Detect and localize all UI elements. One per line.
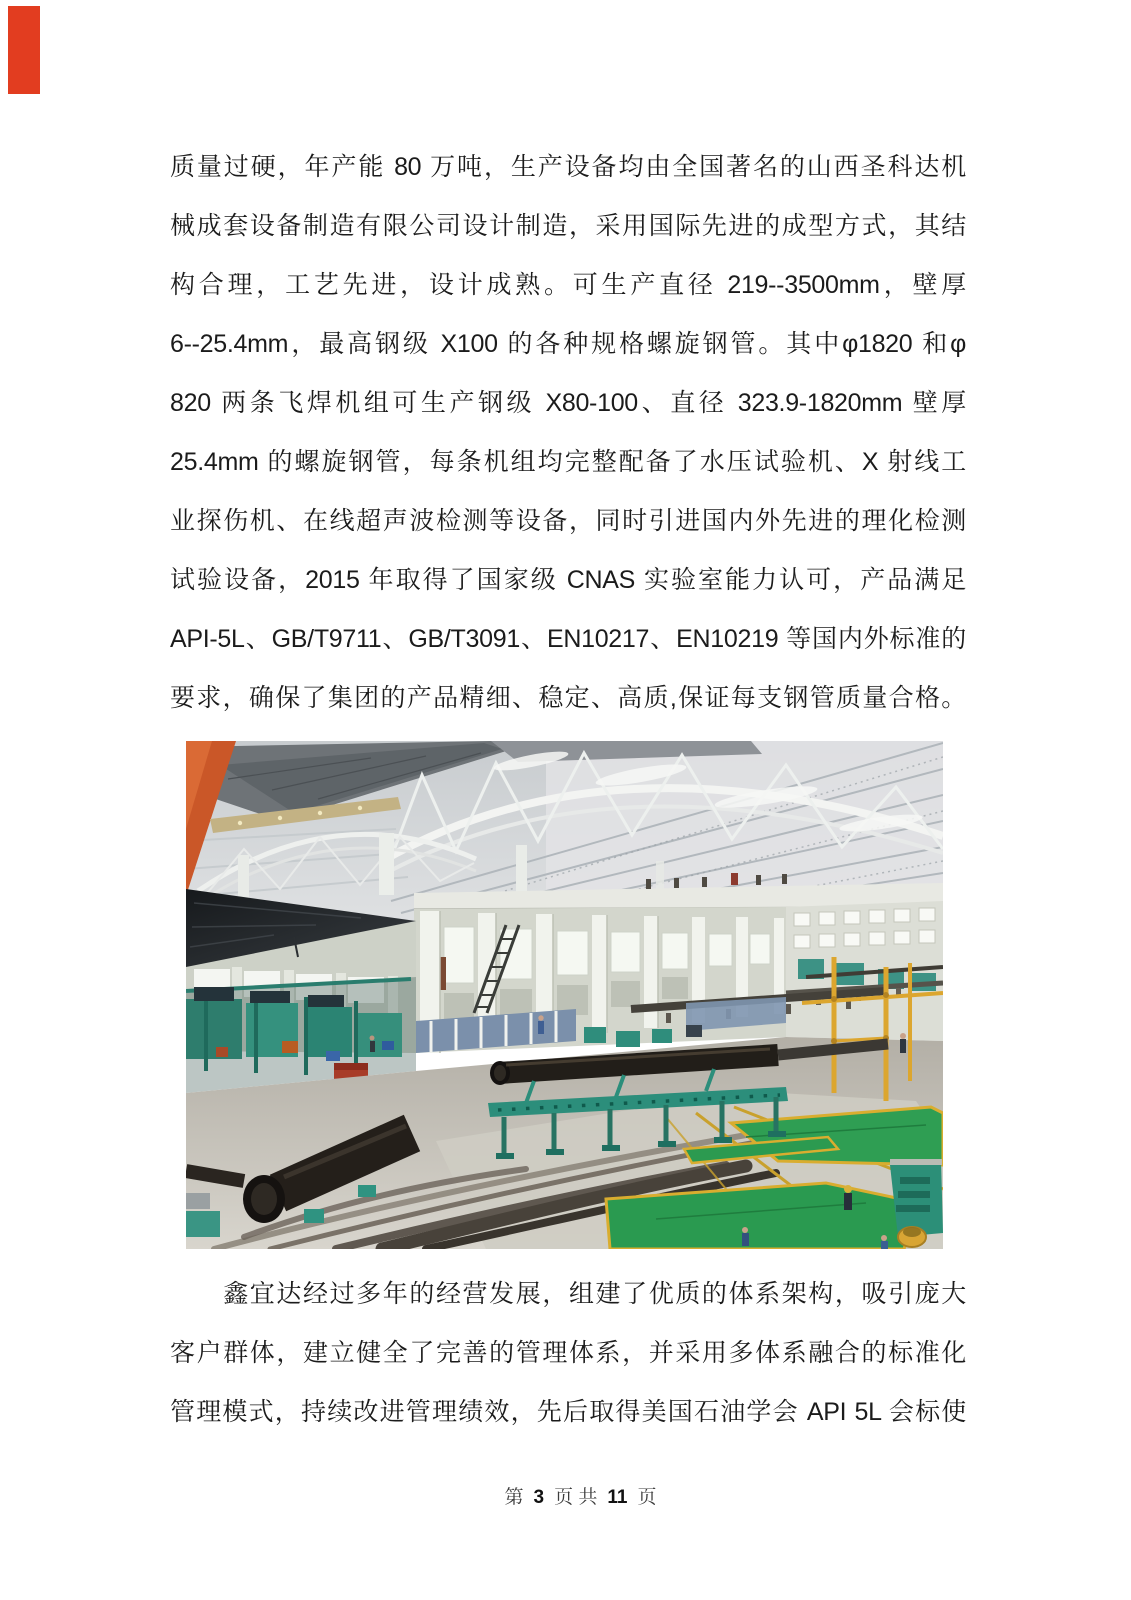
yellow-drum	[898, 1227, 926, 1247]
paragraph-production-capacity	[170, 138, 966, 728]
text-line: 6--25.4mm，最高钢级 X100 的各种规格螺旋钢管。其中φ1820 和φ	[170, 330, 966, 358]
text-line: 构合理，工艺先进，设计成熟。可生产直径 219--3500mm，壁厚	[170, 271, 966, 299]
red-corner-marker	[8, 6, 40, 94]
text-line: 鑫宜达经过多年的经营发展，组建了优质的体系架构，吸引庞大	[170, 1280, 966, 1308]
text-line: 客户群体，建立健全了完善的管理体系，并采用多体系融合的标准化	[170, 1339, 966, 1367]
footer-prefix: 第	[504, 1487, 524, 1508]
text-line: 25.4mm 的螺旋钢管，每条机组均完整配备了水压试验机、X 射线工	[170, 448, 966, 476]
page-footer	[0, 1482, 1131, 1509]
text-line: 质量过硬，年产能 80 万吨，生产设备均由全国著名的山西圣科达机	[170, 153, 966, 181]
text-line: 820 两条飞焊机组可生产钢级 X80-100、直径 323.9-1820mm 壁厚	[170, 389, 966, 417]
factory-workshop-photo	[186, 741, 943, 1249]
text-line: 管理模式，持续改进管理绩效，先后取得美国石油学会 API 5L 会标使	[170, 1398, 966, 1426]
text-line: API-5L、GB/T9711、GB/T3091、EN10217、EN10219 等国内外标准的	[170, 625, 966, 653]
page-number-total: 11	[607, 1487, 628, 1508]
footer-middle: 页 共	[554, 1487, 598, 1508]
page-number-current: 3	[533, 1487, 545, 1508]
text-line: 业探伤机、在线超声波检测等设备，同时引进国内外先进的理化检测	[170, 507, 966, 535]
paragraph-management-system	[170, 1265, 966, 1442]
text-line: 要求，确保了集团的产品精细、稳定、高质,保证每支钢管质量合格。	[170, 684, 966, 712]
bottom-right-machine	[890, 1159, 943, 1237]
text-line: 试验设备，2015 年取得了国家级 CNAS 实验室能力认可，产品满足	[170, 566, 966, 594]
footer-suffix: 页	[637, 1487, 657, 1508]
text-line: 械成套设备制造有限公司设计制造，采用国际先进的成型方式，其结	[170, 212, 966, 240]
